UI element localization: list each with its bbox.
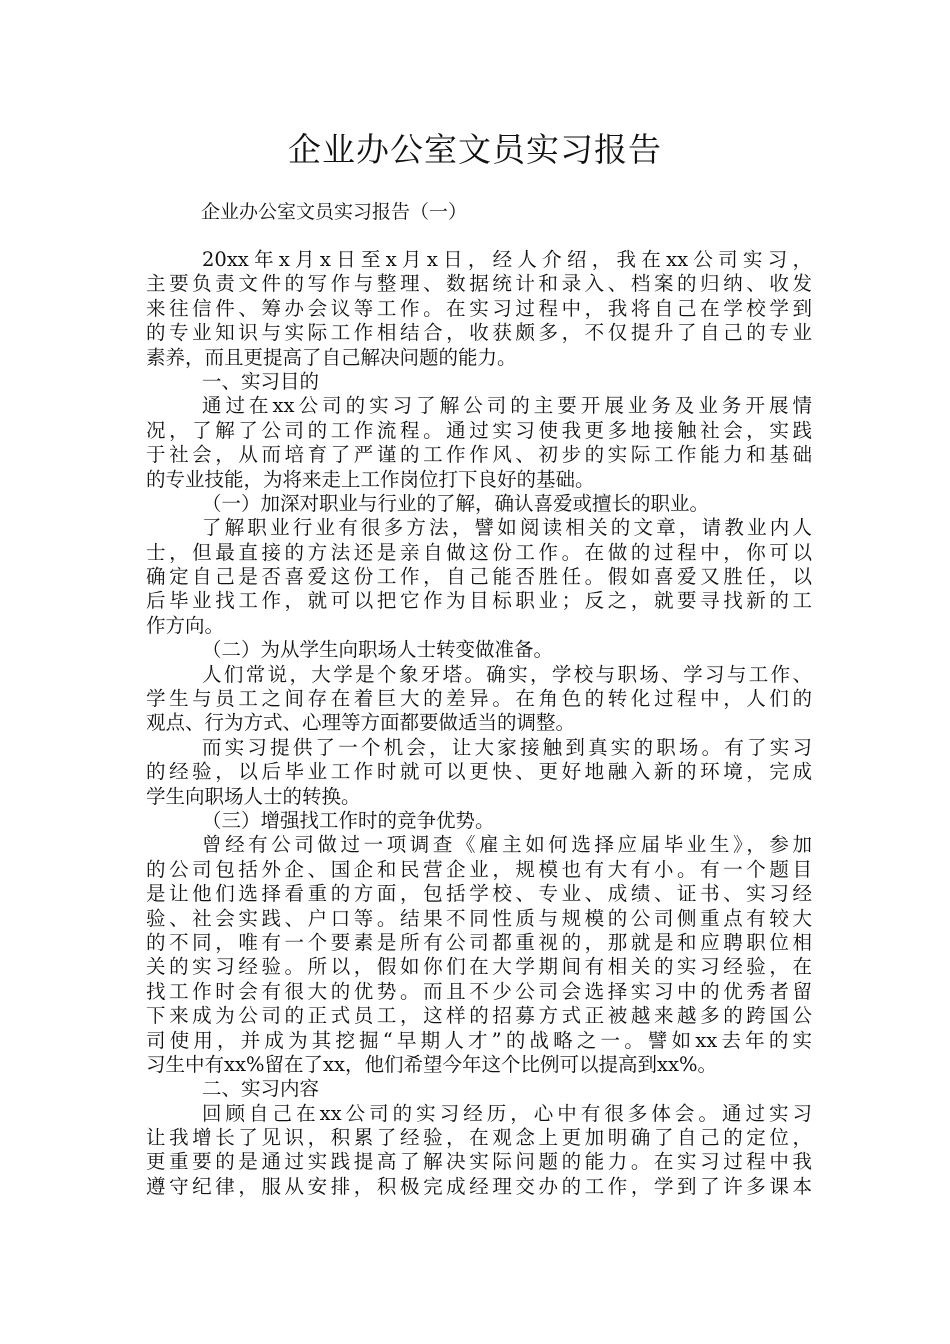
text-line: 让我增长了见识，积累了经验，在观念上更加明确了自己的定位， bbox=[146, 1126, 812, 1150]
text-line: 是让他们选择看重的方面，包括学校、专业、成绩、证书、实习经 bbox=[146, 882, 812, 906]
text-line: 作方向。 bbox=[146, 613, 225, 637]
text-line: 素养，而且更提高了自己解决问题的能力。 bbox=[146, 345, 517, 369]
text-line: 关的实习经验。所以，假如你们在大学期间有相关的实习经验，在 bbox=[146, 955, 812, 979]
text-line: 确定自己是否喜爱这份工作，自己能否胜任。假如喜爱又胜任，以 bbox=[146, 565, 812, 589]
text-line: 况，了解了公司的工作流程。通过实习使我更多地接触社会，实践 bbox=[146, 418, 812, 442]
text-line: 来往信件、筹办会议等工作。在实习过程中，我将自己在学校学到 bbox=[146, 296, 812, 320]
text-line: （一）加深对职业与行业的了解，确认喜爱或擅长的职业。 bbox=[202, 491, 710, 515]
text-line: 通过在xx公司的实习了解公司的主要开展业务及业务开展情 bbox=[202, 394, 812, 418]
text-line: 的不同，唯有一个要素是所有公司都重视的，那就是和应聘职位相 bbox=[146, 930, 812, 954]
text-line: 人们常说，大学是个象牙塔。确实，学校与职场、学习与工作、 bbox=[202, 662, 812, 686]
text-line: 下来成为公司的正式员工，这样的招募方式正被越来越多的跨国公 bbox=[146, 1004, 812, 1028]
document-subtitle: 企业办公室文员实习报告（一） bbox=[201, 201, 468, 223]
text-line: 一、实习目的 bbox=[202, 369, 320, 393]
text-line: 20xx年x月x日至x月x日，经人介绍，我在xx公司实习， bbox=[202, 248, 812, 271]
text-line: 主要负责文件的写作与整理、数据统计和录入、档案的归纳、收发 bbox=[146, 272, 812, 296]
document-title: 企业办公室文员实习报告 bbox=[288, 130, 662, 169]
text-line: 二、实习内容 bbox=[202, 1077, 320, 1101]
text-line: 验、社会实践、户口等。结果不同性质与规模的公司侧重点有较大 bbox=[146, 906, 812, 930]
text-line: （二）为从学生向职场人士转变做准备。 bbox=[202, 638, 554, 662]
text-line: 学生与员工之间存在着巨大的差异。在角色的转化过程中，人们的 bbox=[146, 687, 812, 711]
text-line: 习生中有xx%留在了xx，他们希望今年这个比例可以提高到xx%。 bbox=[146, 1052, 718, 1076]
text-line: 的经验，以后毕业工作时就可以更快、更好地融入新的环境，完成 bbox=[146, 760, 812, 784]
text-line: （三）增强找工作时的竞争优势。 bbox=[202, 808, 495, 832]
text-line: 曾经有公司做过一项调查《雇主如何选择应届毕业生》，参加 bbox=[202, 833, 812, 857]
text-line: 了解职业行业有很多方法，譬如阅读相关的文章，请教业内人 bbox=[202, 516, 812, 540]
text-line: 观点、行为方式、心理等方面都要做适当的调整。 bbox=[146, 711, 576, 735]
text-line: 士，但最直接的方法还是亲自做这份工作。在做的过程中，你可以 bbox=[146, 540, 812, 564]
text-line: 学生向职场人士的转换。 bbox=[146, 784, 361, 808]
text-line: 更重要的是通过实践提高了解决实际问题的能力。在实习过程中我 bbox=[146, 1150, 812, 1174]
text-line: 遵守纪律，服从安排，积极完成经理交办的工作，学到了许多课本 bbox=[146, 1174, 812, 1198]
text-line: 回顾自己在xx公司的实习经历，心中有很多体会。通过实习 bbox=[202, 1101, 812, 1125]
text-line: 于社会，从而培育了严谨的工作作风、初步的实际工作能力和基础 bbox=[146, 443, 812, 467]
text-line: 后毕业找工作，就可以把它作为目标职业；反之，就要寻找新的工 bbox=[146, 589, 812, 613]
text-line: 找工作时会有很大的优势。而且不少公司会选择实习中的优秀者留 bbox=[146, 979, 812, 1003]
text-line: 的专业知识与实际工作相结合，收获颇多，不仅提升了自己的专业 bbox=[146, 321, 812, 345]
text-line: 的公司包括外企、国企和民营企业，规模也有大有小。有一个题目 bbox=[146, 857, 812, 881]
text-line: 的专业技能，为将来走上工作岗位打下良好的基础。 bbox=[146, 467, 595, 491]
document-body bbox=[146, 248, 812, 1199]
text-line: 而实习提供了一个机会，让大家接触到真实的职场。有了实习 bbox=[202, 735, 812, 759]
text-line: 司使用，并成为其挖掘“早期人才”的战略之一。譬如xx去年的实 bbox=[146, 1028, 812, 1052]
